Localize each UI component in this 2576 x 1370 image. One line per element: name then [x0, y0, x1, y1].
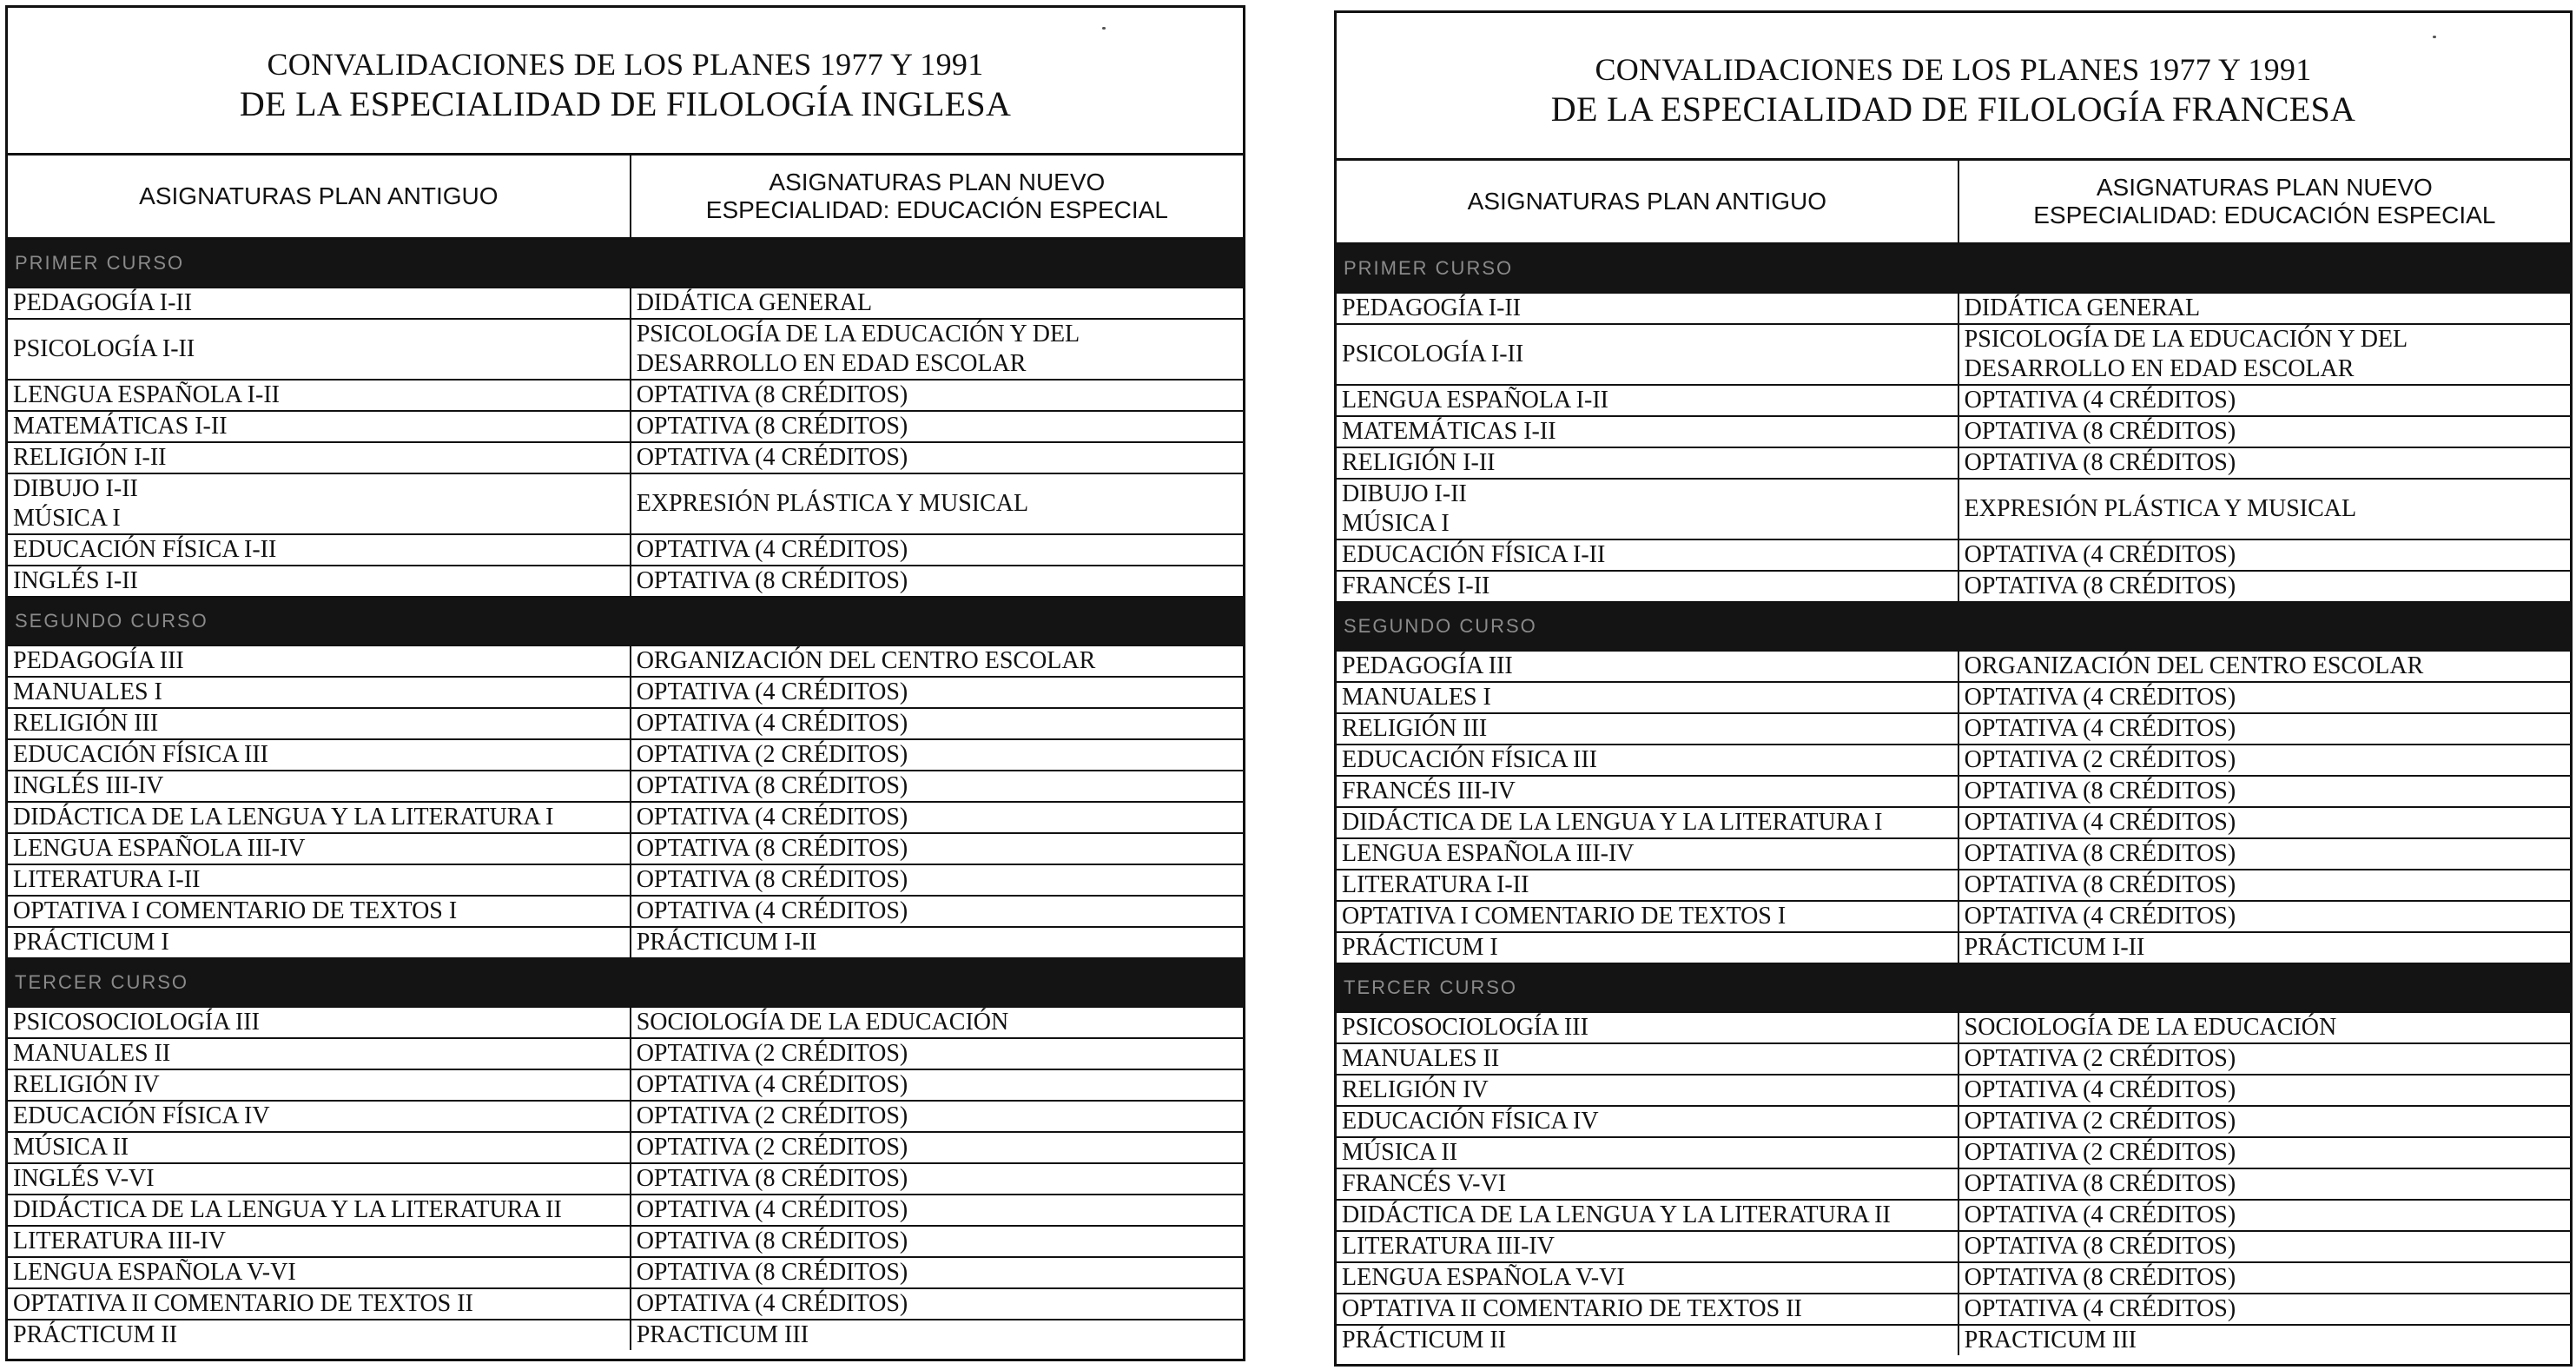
- new-subject-cell: OPTATIVA (4 CRÉDITOS): [1958, 901, 2570, 932]
- table-row: [8, 1101, 1243, 1132]
- table-row: [1337, 870, 2570, 901]
- title-block: [1337, 13, 2570, 161]
- new-subject-cell: OPTATIVA (8 CRÉDITOS): [1958, 870, 2570, 901]
- table-row: [8, 1226, 1243, 1257]
- old-subject-cell: OPTATIVA I COMENTARIO DE TEXTOS I: [1337, 901, 1958, 932]
- table-row: [8, 288, 1243, 319]
- new-subject-cell: OPTATIVA (2 CRÉDITOS): [631, 1038, 1243, 1069]
- new-subject-cell: OPTATIVA (2 CRÉDITOS): [631, 739, 1243, 771]
- table-row: [1337, 838, 2570, 870]
- old-subject-cell: DIBUJO I-II MÚSICA I: [1337, 479, 1958, 539]
- new-subject-cell: PRÁCTICUM I-II: [1958, 932, 2570, 963]
- old-subject-cell: DIDÁCTICA DE LA LENGUA Y LA LITERATURA I: [1337, 807, 1958, 838]
- table-row: [8, 1038, 1243, 1069]
- new-subject-cell: OPTATIVA (8 CRÉDITOS): [1958, 571, 2570, 602]
- table-row: [8, 1195, 1243, 1226]
- document-page-right: [1334, 10, 2573, 1367]
- old-subject-cell: LENGUA ESPAÑOLA V-VI: [8, 1257, 631, 1288]
- table-row: [8, 442, 1243, 473]
- new-subject-cell: OPTATIVA (8 CRÉDITOS): [631, 833, 1243, 864]
- old-subject-cell: FRANCÉS I-II: [1337, 571, 1958, 602]
- page-title-line2: DE LA ESPECIALIDAD DE FILOLOGÍA FRANCESA: [1550, 89, 2356, 129]
- new-subject-cell: PSICOLOGÍA DE LA EDUCACIÓN Y DEL DESARROLLO EN EDAD ESCOLAR: [631, 319, 1243, 380]
- old-subject-cell: INGLÉS V-VI: [8, 1163, 631, 1195]
- old-subject-cell: RELIGIÓN I-II: [1337, 447, 1958, 479]
- table-row: [8, 1288, 1243, 1320]
- old-subject-cell: PRÁCTICUM I: [1337, 932, 1958, 963]
- old-subject-cell: FRANCÉS V-VI: [1337, 1168, 1958, 1200]
- old-subject-cell: PEDAGOGÍA I-II: [1337, 293, 1958, 324]
- print-speck: [1102, 27, 1106, 30]
- new-subject-cell: OPTATIVA (8 CRÉDITOS): [1958, 416, 2570, 447]
- table-row: [1337, 539, 2570, 571]
- new-subject-cell: SOCIOLOGÍA DE LA EDUCACIÓN: [631, 1007, 1243, 1038]
- column-header-new-plan-line1: ASIGNATURAS PLAN NUEVO: [2096, 174, 2433, 201]
- old-subject-cell: MANUALES II: [1337, 1043, 1958, 1075]
- table-row: [8, 896, 1243, 927]
- table-row: [1337, 682, 2570, 713]
- old-subject-cell: OPTATIVA II COMENTARIO DE TEXTOS II: [1337, 1294, 1958, 1325]
- table-row: [1337, 776, 2570, 807]
- section-label: PRIMER CURSO: [8, 239, 1243, 288]
- old-subject-cell: MATEMÁTICAS I-II: [1337, 416, 1958, 447]
- new-subject-cell: DIDÁTICA GENERAL: [1958, 293, 2570, 324]
- table-row: [1337, 1325, 2570, 1355]
- page-title-line1: CONVALIDACIONES DE LOS PLANES 1977 Y 1991: [267, 46, 984, 82]
- old-subject-cell: RELIGIÓN IV: [1337, 1075, 1958, 1106]
- new-subject-cell: OPTATIVA (4 CRÉDITOS): [631, 896, 1243, 927]
- old-subject-cell: MANUALES I: [8, 677, 631, 708]
- table-row: [8, 1257, 1243, 1288]
- old-subject-cell: PRÁCTICUM II: [1337, 1325, 1958, 1355]
- old-subject-cell: DIDÁCTICA DE LA LENGUA Y LA LITERATURA II: [1337, 1200, 1958, 1231]
- column-header-new-plan-line2: ESPECIALIDAD: EDUCACIÓN ESPECIAL: [705, 196, 1168, 223]
- section-label: SEGUNDO CURSO: [8, 597, 1243, 645]
- new-subject-cell: OPTATIVA (4 CRÉDITOS): [1958, 1075, 2570, 1106]
- table-row: [1337, 385, 2570, 416]
- old-subject-cell: LITERATURA III-IV: [1337, 1231, 1958, 1262]
- new-subject-cell: OPTATIVA (2 CRÉDITOS): [1958, 1106, 2570, 1137]
- old-subject-cell: EDUCACIÓN FÍSICA III: [8, 739, 631, 771]
- column-header-new-plan-line2: ESPECIALIDAD: EDUCACIÓN ESPECIAL: [2033, 202, 2496, 228]
- new-subject-cell: OPTATIVA (2 CRÉDITOS): [1958, 1043, 2570, 1075]
- old-subject-cell: LITERATURA I-II: [1337, 870, 1958, 901]
- table-row: [1337, 1262, 2570, 1294]
- new-subject-cell: OPTATIVA (8 CRÉDITOS): [1958, 1262, 2570, 1294]
- new-subject-cell: PRÁCTICUM I-II: [631, 927, 1243, 958]
- section-header-row: [8, 239, 1243, 288]
- new-subject-cell: OPTATIVA (2 CRÉDITOS): [1958, 1137, 2570, 1168]
- new-subject-cell: OPTATIVA (8 CRÉDITOS): [631, 1163, 1243, 1195]
- table-row: [8, 864, 1243, 896]
- new-subject-cell: OPTATIVA (8 CRÉDITOS): [1958, 447, 2570, 479]
- table-row: [1337, 1106, 2570, 1137]
- old-subject-cell: MANUALES I: [1337, 682, 1958, 713]
- new-subject-cell: OPTATIVA (8 CRÉDITOS): [631, 1226, 1243, 1257]
- table-row: [8, 1069, 1243, 1101]
- section-header-row: [8, 958, 1243, 1007]
- new-subject-cell: OPTATIVA (8 CRÉDITOS): [631, 771, 1243, 802]
- new-subject-cell: OPTATIVA (2 CRÉDITOS): [631, 1101, 1243, 1132]
- section-header-row: [8, 597, 1243, 645]
- old-subject-cell: PSICOSOCIOLOGÍA III: [8, 1007, 631, 1038]
- new-subject-cell: OPTATIVA (8 CRÉDITOS): [631, 566, 1243, 597]
- table-row: [1337, 571, 2570, 602]
- new-subject-cell: PSICOLOGÍA DE LA EDUCACIÓN Y DEL DESARROLLO EN EDAD ESCOLAR: [1958, 324, 2570, 385]
- table-row: [1337, 651, 2570, 682]
- new-subject-cell: OPTATIVA (4 CRÉDITOS): [1958, 385, 2570, 416]
- table-row: [1337, 1168, 2570, 1200]
- column-header-old-plan: ASIGNATURAS PLAN ANTIGUO: [8, 156, 631, 239]
- old-subject-cell: DIDÁCTICA DE LA LENGUA Y LA LITERATURA II: [8, 1195, 631, 1226]
- old-subject-cell: RELIGIÓN IV: [8, 1069, 631, 1101]
- old-subject-cell: RELIGIÓN I-II: [8, 442, 631, 473]
- old-subject-cell: LENGUA ESPAÑOLA V-VI: [1337, 1262, 1958, 1294]
- table-row: [1337, 901, 2570, 932]
- table-row: [8, 534, 1243, 566]
- table-row: [1337, 324, 2570, 385]
- old-subject-cell: DIBUJO I-II MÚSICA I: [8, 473, 631, 534]
- old-subject-cell: OPTATIVA II COMENTARIO DE TEXTOS II: [8, 1288, 631, 1320]
- new-subject-cell: OPTATIVA (4 CRÉDITOS): [631, 1288, 1243, 1320]
- new-subject-cell: OPTATIVA (4 CRÉDITOS): [1958, 1294, 2570, 1325]
- new-subject-cell: OPTATIVA (4 CRÉDITOS): [1958, 807, 2570, 838]
- section-header-row: [1337, 244, 2570, 294]
- table-row: [1337, 1200, 2570, 1231]
- convalidation-table: [1337, 161, 2570, 1355]
- section-label: SEGUNDO CURSO: [1337, 602, 2570, 651]
- table-row: [8, 473, 1243, 534]
- document-page-left: [5, 5, 1245, 1361]
- new-subject-cell: OPTATIVA (4 CRÉDITOS): [631, 1069, 1243, 1101]
- old-subject-cell: LENGUA ESPAÑOLA III-IV: [8, 833, 631, 864]
- old-subject-cell: LENGUA ESPAÑOLA III-IV: [1337, 838, 1958, 870]
- new-subject-cell: DIDÁTICA GENERAL: [631, 288, 1243, 319]
- new-subject-cell: OPTATIVA (2 CRÉDITOS): [631, 1132, 1243, 1163]
- new-subject-cell: OPTATIVA (8 CRÉDITOS): [631, 380, 1243, 411]
- new-subject-cell: OPTATIVA (8 CRÉDITOS): [1958, 1231, 2570, 1262]
- new-subject-cell: OPTATIVA (4 CRÉDITOS): [631, 802, 1243, 833]
- table-row: [1337, 1231, 2570, 1262]
- new-subject-cell: PRACTICUM III: [1964, 1327, 2137, 1353]
- new-subject-cell: OPTATIVA (4 CRÉDITOS): [1958, 1200, 2570, 1231]
- old-subject-cell: LITERATURA III-IV: [8, 1226, 631, 1257]
- old-subject-cell: MÚSICA II: [1337, 1137, 1958, 1168]
- old-subject-cell: PEDAGOGÍA III: [8, 645, 631, 677]
- new-subject-cell: SOCIOLOGÍA DE LA EDUCACIÓN: [1958, 1012, 2570, 1043]
- new-subject-cell: OPTATIVA (4 CRÉDITOS): [1958, 682, 2570, 713]
- old-subject-cell: MANUALES II: [8, 1038, 631, 1069]
- table-row: [1337, 1043, 2570, 1075]
- old-subject-cell: DIDÁCTICA DE LA LENGUA Y LA LITERATURA I: [8, 802, 631, 833]
- new-subject-cell: OPTATIVA (8 CRÉDITOS): [1958, 1168, 2570, 1200]
- old-subject-cell: LENGUA ESPAÑOLA I-II: [8, 380, 631, 411]
- column-header-new-plan: [631, 156, 1243, 239]
- old-subject-cell: PRÁCTICUM I: [8, 927, 631, 958]
- new-subject-cell: OPTATIVA (4 CRÉDITOS): [631, 677, 1243, 708]
- new-subject-cell: OPTATIVA (4 CRÉDITOS): [631, 534, 1243, 566]
- old-subject-cell: FRANCÉS III-IV: [1337, 776, 1958, 807]
- table-row: [1337, 1137, 2570, 1168]
- old-subject-cell: OPTATIVA I COMENTARIO DE TEXTOS I: [8, 896, 631, 927]
- table-row: [8, 802, 1243, 833]
- old-subject-cell: PRÁCTICUM II: [8, 1320, 631, 1350]
- column-header-new-plan-line1: ASIGNATURAS PLAN NUEVO: [769, 169, 1106, 195]
- old-subject-cell: EDUCACIÓN FÍSICA III: [1337, 745, 1958, 776]
- table-row: [1337, 293, 2570, 324]
- table-row: [8, 1163, 1243, 1195]
- new-subject-cell: OPTATIVA (8 CRÉDITOS): [631, 864, 1243, 896]
- section-label: TERCER CURSO: [8, 958, 1243, 1007]
- table-row: [1337, 416, 2570, 447]
- old-subject-cell: INGLÉS I-II: [8, 566, 631, 597]
- old-subject-cell: LENGUA ESPAÑOLA I-II: [1337, 385, 1958, 416]
- table-row: [1337, 1075, 2570, 1106]
- table-row: [8, 1132, 1243, 1163]
- table-row: [1337, 745, 2570, 776]
- old-subject-cell: PSICOLOGÍA I-II: [8, 319, 631, 380]
- table-row: [1337, 447, 2570, 479]
- old-subject-cell: EDUCACIÓN FÍSICA IV: [8, 1101, 631, 1132]
- table-row: [8, 380, 1243, 411]
- table-row: [8, 927, 1243, 958]
- title-block: [8, 8, 1243, 156]
- table-row: [1337, 932, 2570, 963]
- table-row: [8, 771, 1243, 802]
- table-row: [8, 411, 1243, 442]
- print-speck: [2433, 36, 2436, 38]
- column-header-old-plan: ASIGNATURAS PLAN ANTIGUO: [1337, 161, 1958, 244]
- table-row: [1337, 713, 2570, 745]
- new-subject-cell: OPTATIVA (4 CRÉDITOS): [631, 442, 1243, 473]
- old-subject-cell: EDUCACIÓN FÍSICA IV: [1337, 1106, 1958, 1137]
- section-header-row: [1337, 963, 2570, 1012]
- section-label: PRIMER CURSO: [1337, 244, 2570, 294]
- old-subject-cell: RELIGIÓN III: [8, 708, 631, 739]
- new-subject-cell: PRACTICUM III: [636, 1321, 809, 1348]
- table-row: [8, 677, 1243, 708]
- new-subject-cell: ORGANIZACIÓN DEL CENTRO ESCOLAR: [631, 645, 1243, 677]
- new-subject-cell: OPTATIVA (8 CRÉDITOS): [631, 1257, 1243, 1288]
- new-subject-cell: OPTATIVA (8 CRÉDITOS): [1958, 838, 2570, 870]
- new-subject-cell: EXPRESIÓN PLÁSTICA Y MUSICAL: [1958, 479, 2570, 539]
- table-row: [8, 319, 1243, 380]
- convalidation-table: [8, 156, 1243, 1350]
- old-subject-cell: EDUCACIÓN FÍSICA I-II: [1337, 539, 1958, 571]
- old-subject-cell: PSICOSOCIOLOGÍA III: [1337, 1012, 1958, 1043]
- table-row: [8, 1007, 1243, 1038]
- old-subject-cell: RELIGIÓN III: [1337, 713, 1958, 745]
- column-header-new-plan: [1958, 161, 2570, 244]
- new-subject-cell: OPTATIVA (4 CRÉDITOS): [631, 1195, 1243, 1226]
- new-subject-cell: OPTATIVA (4 CRÉDITOS): [1958, 713, 2570, 745]
- section-header-row: [1337, 602, 2570, 651]
- table-row: [8, 645, 1243, 677]
- table-row: [1337, 479, 2570, 539]
- new-subject-cell: OPTATIVA (4 CRÉDITOS): [631, 708, 1243, 739]
- old-subject-cell: PSICOLOGÍA I-II: [1337, 324, 1958, 385]
- table-row: [1337, 807, 2570, 838]
- new-subject-cell: EXPRESIÓN PLÁSTICA Y MUSICAL: [631, 473, 1243, 534]
- table-row: [8, 566, 1243, 597]
- column-header-row: [8, 156, 1243, 239]
- old-subject-cell: INGLÉS III-IV: [8, 771, 631, 802]
- page-title-line1: CONVALIDACIONES DE LOS PLANES 1977 Y 1991: [1595, 51, 2312, 87]
- old-subject-cell: MATEMÁTICAS I-II: [8, 411, 631, 442]
- old-subject-cell: MÚSICA II: [8, 1132, 631, 1163]
- table-row: [8, 708, 1243, 739]
- new-subject-cell: ORGANIZACIÓN DEL CENTRO ESCOLAR: [1958, 651, 2570, 682]
- table-row: [1337, 1012, 2570, 1043]
- old-subject-cell: EDUCACIÓN FÍSICA I-II: [8, 534, 631, 566]
- old-subject-cell: PEDAGOGÍA III: [1337, 651, 1958, 682]
- table-row: [1337, 1294, 2570, 1325]
- new-subject-cell: OPTATIVA (4 CRÉDITOS): [1958, 539, 2570, 571]
- column-header-row: [1337, 161, 2570, 244]
- new-subject-cell: OPTATIVA (2 CRÉDITOS): [1958, 745, 2570, 776]
- new-subject-cell: OPTATIVA (8 CRÉDITOS): [631, 411, 1243, 442]
- section-label: TERCER CURSO: [1337, 963, 2570, 1012]
- new-subject-cell: OPTATIVA (8 CRÉDITOS): [1958, 776, 2570, 807]
- table-row: [8, 1320, 1243, 1350]
- old-subject-cell: LITERATURA I-II: [8, 864, 631, 896]
- old-subject-cell: PEDAGOGÍA I-II: [8, 288, 631, 319]
- table-row: [8, 833, 1243, 864]
- table-row: [8, 739, 1243, 771]
- page-title-line2: DE LA ESPECIALIDAD DE FILOLOGÍA INGLESA: [239, 83, 1012, 123]
